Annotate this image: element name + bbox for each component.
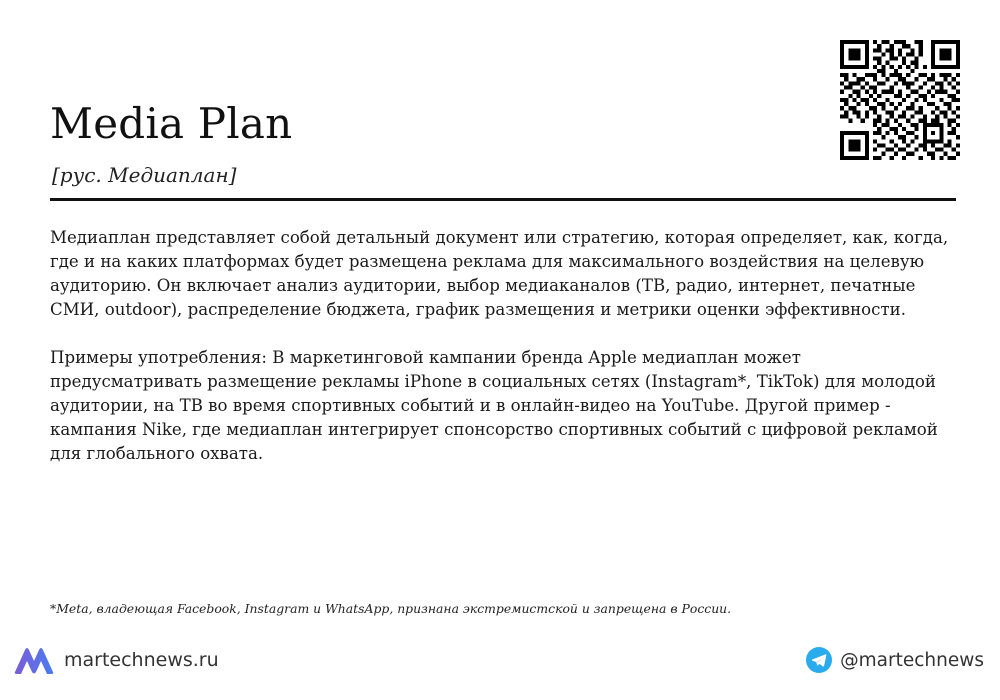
telegram-brand[interactable] bbox=[806, 645, 984, 675]
telegram-icon bbox=[806, 647, 832, 673]
martechnews-logo-icon bbox=[12, 645, 56, 675]
site-brand[interactable] bbox=[12, 644, 219, 676]
definition-body bbox=[50, 226, 956, 490]
title-divider bbox=[50, 198, 956, 201]
page-title: Media Plan bbox=[50, 99, 293, 148]
qr-code-icon bbox=[840, 40, 960, 160]
footnote: *Meta, владеющая Facebook, Instagram и WhatsApp, признана экстремистской и запрещена в России. bbox=[50, 601, 732, 616]
page-subtitle: [рус. Медиаплан] bbox=[52, 163, 237, 187]
definition-paragraph: Медиаплан представляет собой детальный документ или стратегию, которая определяет, как, когда, где и на каких платформах будет размещена реклама для максимального воздействия на целевую аудиторию. Он включает анализ аудитории, выбор медиаканалов (ТВ, радио, интернет, печатные СМИ, outdoor), распределение бюджета, график размещения и метрики оценки эффективности. bbox=[50, 228, 949, 319]
telegram-handle[interactable]: @martechnews bbox=[840, 649, 984, 671]
examples-paragraph: Примеры употребления: В маркетинговой кампании бренда Apple медиаплан может предусматривать размещение рекламы iPhone в социальных сетях (Instagram*, TikTok) для молодой аудитории, на ТВ во время спортивных событий и в онлайн-видео на YouTube. Другой пример - кампания Nike, где медиаплан интегрирует спонсорство спортивных событий с цифровой рекламой для глобального охвата. bbox=[50, 348, 938, 463]
site-url[interactable]: martechnews.ru bbox=[64, 649, 219, 671]
